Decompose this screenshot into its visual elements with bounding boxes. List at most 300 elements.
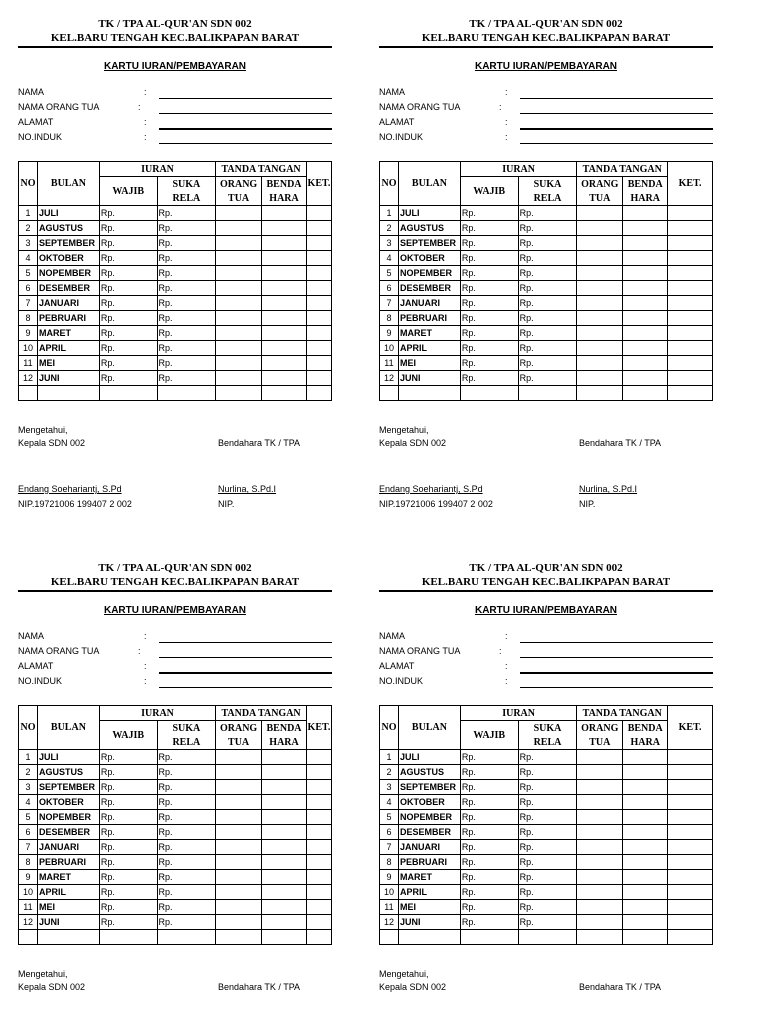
row-ket[interactable] bbox=[306, 281, 331, 296]
row-suka-rela[interactable]: Rp. bbox=[157, 795, 216, 810]
row-ttd-orang-tua[interactable] bbox=[577, 206, 623, 221]
row-wajib[interactable]: Rp. bbox=[460, 855, 518, 870]
row-ttd-orang-tua[interactable] bbox=[216, 750, 262, 765]
row-ttd-bendahara[interactable] bbox=[623, 356, 668, 371]
row-wajib[interactable]: Rp. bbox=[460, 750, 518, 765]
row-ttd-bendahara[interactable] bbox=[262, 206, 307, 221]
row-suka-rela[interactable]: Rp. bbox=[157, 236, 216, 251]
row-wajib[interactable]: Rp. bbox=[99, 236, 157, 251]
row-suka-rela[interactable]: Rp. bbox=[157, 356, 216, 371]
row-ket[interactable] bbox=[306, 930, 331, 945]
row-suka-rela[interactable]: Rp. bbox=[518, 885, 577, 900]
row-ttd-bendahara[interactable] bbox=[623, 750, 668, 765]
row-ket[interactable] bbox=[668, 900, 713, 915]
row-ttd-bendahara[interactable] bbox=[623, 371, 668, 386]
row-ket[interactable] bbox=[306, 236, 331, 251]
row-ttd-orang-tua[interactable] bbox=[577, 371, 623, 386]
row-ttd-bendahara[interactable] bbox=[262, 840, 307, 855]
row-ttd-bendahara[interactable] bbox=[623, 236, 668, 251]
field-line-nama[interactable] bbox=[520, 98, 713, 99]
col-header-orang: ORANG bbox=[216, 721, 262, 736]
field-label: NAMA ORANG TUA bbox=[18, 646, 100, 656]
row-ttd-bendahara[interactable] bbox=[623, 266, 668, 281]
row-wajib[interactable]: Rp. bbox=[460, 296, 518, 311]
row-suka-rela[interactable]: Rp. bbox=[518, 236, 577, 251]
row-ket[interactable] bbox=[668, 870, 713, 885]
row-suka-rela[interactable]: Rp. bbox=[157, 251, 216, 266]
row-wajib[interactable]: Rp. bbox=[99, 356, 157, 371]
row-ket[interactable] bbox=[668, 885, 713, 900]
row-suka-rela[interactable]: Rp. bbox=[518, 326, 577, 341]
row-ttd-orang-tua[interactable] bbox=[216, 840, 262, 855]
row-ttd-orang-tua[interactable] bbox=[577, 281, 623, 296]
row-ket[interactable] bbox=[668, 386, 713, 401]
row-wajib[interactable]: Rp. bbox=[460, 795, 518, 810]
row-ttd-bendahara[interactable] bbox=[623, 311, 668, 326]
row-ket[interactable] bbox=[306, 206, 331, 221]
row-ttd-orang-tua[interactable] bbox=[216, 855, 262, 870]
row-ttd-bendahara[interactable] bbox=[623, 386, 668, 401]
row-wajib[interactable]: Rp. bbox=[460, 915, 518, 930]
row-wajib[interactable]: Rp. bbox=[460, 765, 518, 780]
row-ket[interactable] bbox=[668, 780, 713, 795]
row-ttd-orang-tua[interactable] bbox=[577, 870, 623, 885]
field-alamat bbox=[379, 116, 713, 131]
row-ttd-orang-tua[interactable] bbox=[577, 251, 623, 266]
row-wajib[interactable]: Rp. bbox=[460, 206, 518, 221]
row-ttd-orang-tua[interactable] bbox=[577, 930, 623, 945]
row-suka-rela[interactable]: Rp. bbox=[157, 870, 216, 885]
row-ket[interactable] bbox=[668, 810, 713, 825]
row-wajib[interactable]: Rp. bbox=[99, 750, 157, 765]
row-wajib[interactable]: Rp. bbox=[99, 840, 157, 855]
row-wajib[interactable]: Rp. bbox=[460, 236, 518, 251]
row-ttd-bendahara[interactable] bbox=[623, 341, 668, 356]
row-ttd-bendahara[interactable] bbox=[623, 840, 668, 855]
row-ttd-orang-tua[interactable] bbox=[216, 206, 262, 221]
row-ket[interactable] bbox=[306, 900, 331, 915]
row-ttd-bendahara[interactable] bbox=[623, 855, 668, 870]
row-ket[interactable] bbox=[306, 765, 331, 780]
row-wajib[interactable]: Rp. bbox=[99, 296, 157, 311]
row-suka-rela[interactable]: Rp. bbox=[518, 855, 577, 870]
field-line-nama[interactable] bbox=[159, 98, 332, 99]
field-line-alamat[interactable] bbox=[520, 672, 713, 674]
row-ket[interactable] bbox=[306, 780, 331, 795]
row-wajib[interactable]: Rp. bbox=[99, 915, 157, 930]
row-suka-rela[interactable]: Rp. bbox=[157, 840, 216, 855]
row-ket[interactable] bbox=[668, 266, 713, 281]
row-ket[interactable] bbox=[306, 296, 331, 311]
row-wajib[interactable]: Rp. bbox=[460, 900, 518, 915]
row-suka-rela[interactable]: Rp. bbox=[157, 765, 216, 780]
row-suka-rela[interactable] bbox=[157, 930, 216, 945]
row-ttd-orang-tua[interactable] bbox=[577, 765, 623, 780]
row-ttd-bendahara[interactable] bbox=[262, 266, 307, 281]
field-line-no-induk[interactable] bbox=[159, 687, 332, 688]
row-suka-rela[interactable] bbox=[518, 386, 577, 401]
row-ttd-orang-tua[interactable] bbox=[577, 311, 623, 326]
row-wajib[interactable]: Rp. bbox=[460, 311, 518, 326]
row-suka-rela[interactable]: Rp. bbox=[157, 855, 216, 870]
row-wajib[interactable]: Rp. bbox=[99, 221, 157, 236]
row-ttd-bendahara[interactable] bbox=[262, 221, 307, 236]
row-suka-rela[interactable]: Rp. bbox=[518, 296, 577, 311]
row-ttd-orang-tua[interactable] bbox=[216, 900, 262, 915]
row-suka-rela[interactable]: Rp. bbox=[518, 266, 577, 281]
row-suka-rela[interactable]: Rp. bbox=[157, 281, 216, 296]
row-suka-rela[interactable]: Rp. bbox=[518, 251, 577, 266]
row-wajib[interactable]: Rp. bbox=[99, 810, 157, 825]
row-wajib[interactable] bbox=[460, 930, 518, 945]
row-ket[interactable] bbox=[668, 296, 713, 311]
row-wajib[interactable]: Rp. bbox=[99, 855, 157, 870]
row-no: 9 bbox=[380, 870, 399, 885]
col-header-ket: KET. bbox=[306, 162, 331, 206]
row-wajib[interactable]: Rp. bbox=[99, 281, 157, 296]
row-suka-rela[interactable]: Rp. bbox=[157, 341, 216, 356]
row-ttd-bendahara[interactable] bbox=[623, 930, 668, 945]
row-ket[interactable] bbox=[668, 930, 713, 945]
row-ket[interactable] bbox=[668, 825, 713, 840]
row-ttd-orang-tua[interactable] bbox=[216, 810, 262, 825]
field-line-nama[interactable] bbox=[159, 642, 332, 643]
row-ttd-orang-tua[interactable] bbox=[577, 915, 623, 930]
row-ttd-orang-tua[interactable] bbox=[216, 386, 262, 401]
row-ttd-orang-tua[interactable] bbox=[216, 221, 262, 236]
row-wajib[interactable]: Rp. bbox=[99, 371, 157, 386]
row-ket[interactable] bbox=[306, 311, 331, 326]
row-ttd-orang-tua[interactable] bbox=[577, 750, 623, 765]
row-suka-rela[interactable]: Rp. bbox=[157, 810, 216, 825]
row-ket[interactable] bbox=[306, 915, 331, 930]
row-ttd-orang-tua[interactable] bbox=[577, 780, 623, 795]
row-ttd-orang-tua[interactable] bbox=[577, 825, 623, 840]
row-ttd-orang-tua[interactable] bbox=[216, 236, 262, 251]
field-line-alamat[interactable] bbox=[159, 672, 332, 674]
row-ket[interactable] bbox=[668, 236, 713, 251]
row-ttd-orang-tua[interactable] bbox=[216, 326, 262, 341]
field-line-no-induk[interactable] bbox=[520, 687, 713, 688]
row-ket[interactable] bbox=[306, 221, 331, 236]
row-suka-rela[interactable]: Rp. bbox=[157, 311, 216, 326]
row-ttd-orang-tua[interactable] bbox=[577, 795, 623, 810]
row-ket[interactable] bbox=[668, 206, 713, 221]
row-wajib[interactable] bbox=[99, 386, 157, 401]
row-ttd-bendahara[interactable] bbox=[623, 900, 668, 915]
row-ttd-bendahara[interactable] bbox=[262, 296, 307, 311]
row-ttd-orang-tua[interactable] bbox=[216, 296, 262, 311]
row-ttd-bendahara[interactable] bbox=[262, 780, 307, 795]
row-wajib[interactable]: Rp. bbox=[460, 780, 518, 795]
row-suka-rela[interactable]: Rp. bbox=[518, 765, 577, 780]
row-ket[interactable] bbox=[668, 281, 713, 296]
row-ket[interactable] bbox=[668, 311, 713, 326]
row-ket[interactable] bbox=[306, 855, 331, 870]
row-wajib[interactable]: Rp. bbox=[99, 765, 157, 780]
row-suka-rela[interactable]: Rp. bbox=[518, 915, 577, 930]
row-ket[interactable] bbox=[306, 266, 331, 281]
row-ttd-bendahara[interactable] bbox=[262, 930, 307, 945]
row-ttd-bendahara[interactable] bbox=[262, 326, 307, 341]
row-wajib[interactable]: Rp. bbox=[99, 885, 157, 900]
school-name: TK / TPA AL-QUR'AN SDN 002 bbox=[98, 562, 252, 574]
row-ttd-bendahara[interactable] bbox=[262, 870, 307, 885]
row-ket[interactable] bbox=[306, 326, 331, 341]
row-ttd-bendahara[interactable] bbox=[262, 915, 307, 930]
row-ket[interactable] bbox=[306, 810, 331, 825]
row-wajib[interactable]: Rp. bbox=[99, 870, 157, 885]
row-wajib[interactable]: Rp. bbox=[460, 825, 518, 840]
row-ket[interactable] bbox=[306, 251, 331, 266]
row-ttd-bendahara[interactable] bbox=[262, 825, 307, 840]
row-ttd-orang-tua[interactable] bbox=[577, 885, 623, 900]
row-ket[interactable] bbox=[668, 371, 713, 386]
row-ttd-bendahara[interactable] bbox=[623, 810, 668, 825]
row-ttd-orang-tua[interactable] bbox=[216, 795, 262, 810]
row-suka-rela[interactable]: Rp. bbox=[518, 795, 577, 810]
row-ttd-orang-tua[interactable] bbox=[577, 341, 623, 356]
field-line-nama-orang-tua[interactable] bbox=[159, 657, 332, 658]
kepala-label: Kepala SDN 002 bbox=[18, 438, 86, 448]
row-suka-rela[interactable]: Rp. bbox=[518, 750, 577, 765]
iuran-card bbox=[379, 561, 713, 994]
row-wajib[interactable] bbox=[460, 386, 518, 401]
row-suka-rela[interactable]: Rp. bbox=[518, 900, 577, 915]
col-header-wajib: WAJIB bbox=[99, 721, 157, 750]
row-wajib[interactable]: Rp. bbox=[460, 371, 518, 386]
row-ttd-orang-tua[interactable] bbox=[577, 296, 623, 311]
row-ttd-bendahara[interactable] bbox=[262, 371, 307, 386]
row-ttd-orang-tua[interactable] bbox=[216, 870, 262, 885]
row-ket[interactable] bbox=[306, 750, 331, 765]
row-ttd-bendahara[interactable] bbox=[262, 765, 307, 780]
row-ket[interactable] bbox=[306, 341, 331, 356]
row-ttd-bendahara[interactable] bbox=[623, 885, 668, 900]
row-wajib[interactable]: Rp. bbox=[99, 780, 157, 795]
row-ttd-bendahara[interactable] bbox=[262, 311, 307, 326]
row-ttd-bendahara[interactable] bbox=[262, 750, 307, 765]
row-ttd-bendahara[interactable] bbox=[623, 765, 668, 780]
field-line-nama[interactable] bbox=[520, 642, 713, 643]
row-ket[interactable] bbox=[668, 855, 713, 870]
row-ket[interactable] bbox=[668, 840, 713, 855]
row-wajib[interactable]: Rp. bbox=[99, 266, 157, 281]
row-ttd-orang-tua[interactable] bbox=[577, 266, 623, 281]
row-ttd-bendahara[interactable] bbox=[262, 900, 307, 915]
table-row bbox=[380, 795, 713, 810]
row-suka-rela[interactable]: Rp. bbox=[518, 221, 577, 236]
field-colon: : bbox=[505, 117, 508, 127]
row-suka-rela[interactable]: Rp. bbox=[518, 206, 577, 221]
col-header-tanda-tangan: TANDA TANGAN bbox=[577, 162, 668, 177]
row-ttd-orang-tua[interactable] bbox=[577, 386, 623, 401]
row-suka-rela[interactable]: Rp. bbox=[157, 825, 216, 840]
row-ttd-orang-tua[interactable] bbox=[577, 356, 623, 371]
row-ttd-orang-tua[interactable] bbox=[216, 251, 262, 266]
row-ttd-orang-tua[interactable] bbox=[577, 900, 623, 915]
row-ket[interactable] bbox=[306, 356, 331, 371]
field-line-nama-orang-tua[interactable] bbox=[520, 657, 713, 658]
field-line-alamat[interactable] bbox=[159, 128, 332, 130]
row-suka-rela[interactable]: Rp. bbox=[157, 885, 216, 900]
row-suka-rela[interactable]: Rp. bbox=[157, 326, 216, 341]
table-row bbox=[19, 780, 332, 795]
row-ttd-orang-tua[interactable] bbox=[216, 371, 262, 386]
row-ket[interactable] bbox=[668, 356, 713, 371]
bendahara-label: Bendahara TK / TPA bbox=[218, 438, 301, 448]
row-no: 3 bbox=[380, 236, 399, 251]
row-ttd-orang-tua[interactable] bbox=[577, 326, 623, 341]
row-wajib[interactable]: Rp. bbox=[99, 900, 157, 915]
row-ttd-bendahara[interactable] bbox=[623, 251, 668, 266]
row-ttd-orang-tua[interactable] bbox=[577, 221, 623, 236]
row-ket[interactable] bbox=[668, 915, 713, 930]
row-ttd-bendahara[interactable] bbox=[262, 236, 307, 251]
row-ttd-bendahara[interactable] bbox=[262, 386, 307, 401]
row-wajib[interactable]: Rp. bbox=[460, 810, 518, 825]
row-suka-rela[interactable]: Rp. bbox=[157, 266, 216, 281]
row-month: JULI bbox=[37, 206, 99, 221]
row-ket[interactable] bbox=[668, 750, 713, 765]
row-ttd-bendahara[interactable] bbox=[262, 281, 307, 296]
row-suka-rela[interactable] bbox=[157, 386, 216, 401]
field-line-nama-orang-tua[interactable] bbox=[159, 113, 332, 114]
row-ket[interactable] bbox=[306, 795, 331, 810]
row-wajib[interactable]: Rp. bbox=[460, 281, 518, 296]
row-ttd-orang-tua[interactable] bbox=[216, 825, 262, 840]
row-ket[interactable] bbox=[668, 765, 713, 780]
row-ttd-orang-tua[interactable] bbox=[216, 281, 262, 296]
row-suka-rela[interactable]: Rp. bbox=[518, 311, 577, 326]
row-wajib[interactable]: Rp. bbox=[460, 870, 518, 885]
row-ttd-orang-tua[interactable] bbox=[577, 855, 623, 870]
row-ket[interactable] bbox=[668, 341, 713, 356]
row-ttd-orang-tua[interactable] bbox=[216, 311, 262, 326]
row-suka-rela[interactable]: Rp. bbox=[518, 840, 577, 855]
row-suka-rela[interactable]: Rp. bbox=[518, 870, 577, 885]
row-wajib[interactable]: Rp. bbox=[99, 795, 157, 810]
row-no: 11 bbox=[380, 356, 399, 371]
row-ttd-orang-tua[interactable] bbox=[216, 765, 262, 780]
row-ttd-bendahara[interactable] bbox=[262, 810, 307, 825]
row-ket[interactable] bbox=[306, 840, 331, 855]
row-ket[interactable] bbox=[306, 885, 331, 900]
row-suka-rela[interactable]: Rp. bbox=[518, 341, 577, 356]
row-ket[interactable] bbox=[306, 870, 331, 885]
row-suka-rela[interactable]: Rp. bbox=[518, 281, 577, 296]
row-ttd-bendahara[interactable] bbox=[262, 341, 307, 356]
row-ttd-orang-tua[interactable] bbox=[216, 885, 262, 900]
row-month: OKTOBER bbox=[398, 251, 460, 266]
row-wajib[interactable]: Rp. bbox=[460, 356, 518, 371]
row-ttd-orang-tua[interactable] bbox=[577, 810, 623, 825]
row-ttd-orang-tua[interactable] bbox=[577, 840, 623, 855]
row-ttd-bendahara[interactable] bbox=[623, 221, 668, 236]
row-wajib[interactable]: Rp. bbox=[460, 251, 518, 266]
row-suka-rela[interactable]: Rp. bbox=[157, 371, 216, 386]
row-ttd-orang-tua[interactable] bbox=[216, 341, 262, 356]
row-ttd-bendahara[interactable] bbox=[262, 795, 307, 810]
row-ket[interactable] bbox=[306, 825, 331, 840]
row-wajib[interactable] bbox=[99, 930, 157, 945]
row-suka-rela[interactable]: Rp. bbox=[157, 915, 216, 930]
row-ttd-bendahara[interactable] bbox=[623, 915, 668, 930]
row-wajib[interactable]: Rp. bbox=[99, 311, 157, 326]
row-ket[interactable] bbox=[668, 251, 713, 266]
row-wajib[interactable]: Rp. bbox=[460, 341, 518, 356]
row-ttd-orang-tua[interactable] bbox=[216, 356, 262, 371]
row-ttd-bendahara[interactable] bbox=[262, 855, 307, 870]
row-suka-rela[interactable]: Rp. bbox=[157, 206, 216, 221]
row-ket[interactable] bbox=[306, 371, 331, 386]
row-suka-rela[interactable]: Rp. bbox=[157, 900, 216, 915]
row-ttd-bendahara[interactable] bbox=[262, 885, 307, 900]
row-wajib[interactable]: Rp. bbox=[99, 825, 157, 840]
row-ket[interactable] bbox=[668, 221, 713, 236]
table-row bbox=[19, 221, 332, 236]
signature-block bbox=[379, 968, 713, 994]
row-wajib[interactable]: Rp. bbox=[99, 251, 157, 266]
row-ttd-bendahara[interactable] bbox=[623, 326, 668, 341]
row-ket[interactable] bbox=[306, 386, 331, 401]
row-suka-rela[interactable]: Rp. bbox=[157, 221, 216, 236]
row-wajib[interactable]: Rp. bbox=[99, 326, 157, 341]
row-ttd-orang-tua[interactable] bbox=[216, 915, 262, 930]
field-line-alamat[interactable] bbox=[520, 128, 713, 130]
row-wajib[interactable]: Rp. bbox=[460, 221, 518, 236]
row-suka-rela[interactable]: Rp. bbox=[518, 780, 577, 795]
row-ttd-orang-tua[interactable] bbox=[577, 236, 623, 251]
row-wajib[interactable]: Rp. bbox=[460, 326, 518, 341]
row-suka-rela[interactable]: Rp. bbox=[518, 825, 577, 840]
row-suka-rela[interactable]: Rp. bbox=[518, 356, 577, 371]
row-ttd-bendahara[interactable] bbox=[623, 296, 668, 311]
row-ttd-bendahara[interactable] bbox=[623, 795, 668, 810]
row-ttd-orang-tua[interactable] bbox=[216, 266, 262, 281]
row-ket[interactable] bbox=[668, 326, 713, 341]
row-suka-rela[interactable]: Rp. bbox=[157, 750, 216, 765]
row-suka-rela[interactable]: Rp. bbox=[157, 780, 216, 795]
row-ttd-bendahara[interactable] bbox=[623, 206, 668, 221]
header-divider bbox=[379, 590, 713, 592]
row-ket[interactable] bbox=[668, 795, 713, 810]
field-line-nama-orang-tua[interactable] bbox=[520, 113, 713, 114]
row-month: PEBRUARI bbox=[398, 311, 460, 326]
row-wajib[interactable]: Rp. bbox=[460, 885, 518, 900]
row-suka-rela[interactable]: Rp. bbox=[157, 296, 216, 311]
row-ttd-bendahara[interactable] bbox=[623, 281, 668, 296]
row-ttd-bendahara[interactable] bbox=[623, 870, 668, 885]
row-wajib[interactable]: Rp. bbox=[460, 266, 518, 281]
row-ttd-orang-tua[interactable] bbox=[216, 930, 262, 945]
row-suka-rela[interactable] bbox=[518, 930, 577, 945]
row-suka-rela[interactable]: Rp. bbox=[518, 810, 577, 825]
row-ttd-bendahara[interactable] bbox=[623, 780, 668, 795]
row-ttd-bendahara[interactable] bbox=[262, 251, 307, 266]
row-wajib[interactable]: Rp. bbox=[99, 341, 157, 356]
row-wajib[interactable]: Rp. bbox=[99, 206, 157, 221]
field-line-no-induk[interactable] bbox=[520, 143, 713, 144]
row-month: JANUARI bbox=[37, 296, 99, 311]
row-ttd-bendahara[interactable] bbox=[623, 825, 668, 840]
field-line-no-induk[interactable] bbox=[159, 143, 332, 144]
row-wajib[interactable]: Rp. bbox=[460, 840, 518, 855]
col-header-no: NO bbox=[380, 162, 399, 206]
row-suka-rela[interactable]: Rp. bbox=[518, 371, 577, 386]
row-ttd-orang-tua[interactable] bbox=[216, 780, 262, 795]
row-ttd-bendahara[interactable] bbox=[262, 356, 307, 371]
